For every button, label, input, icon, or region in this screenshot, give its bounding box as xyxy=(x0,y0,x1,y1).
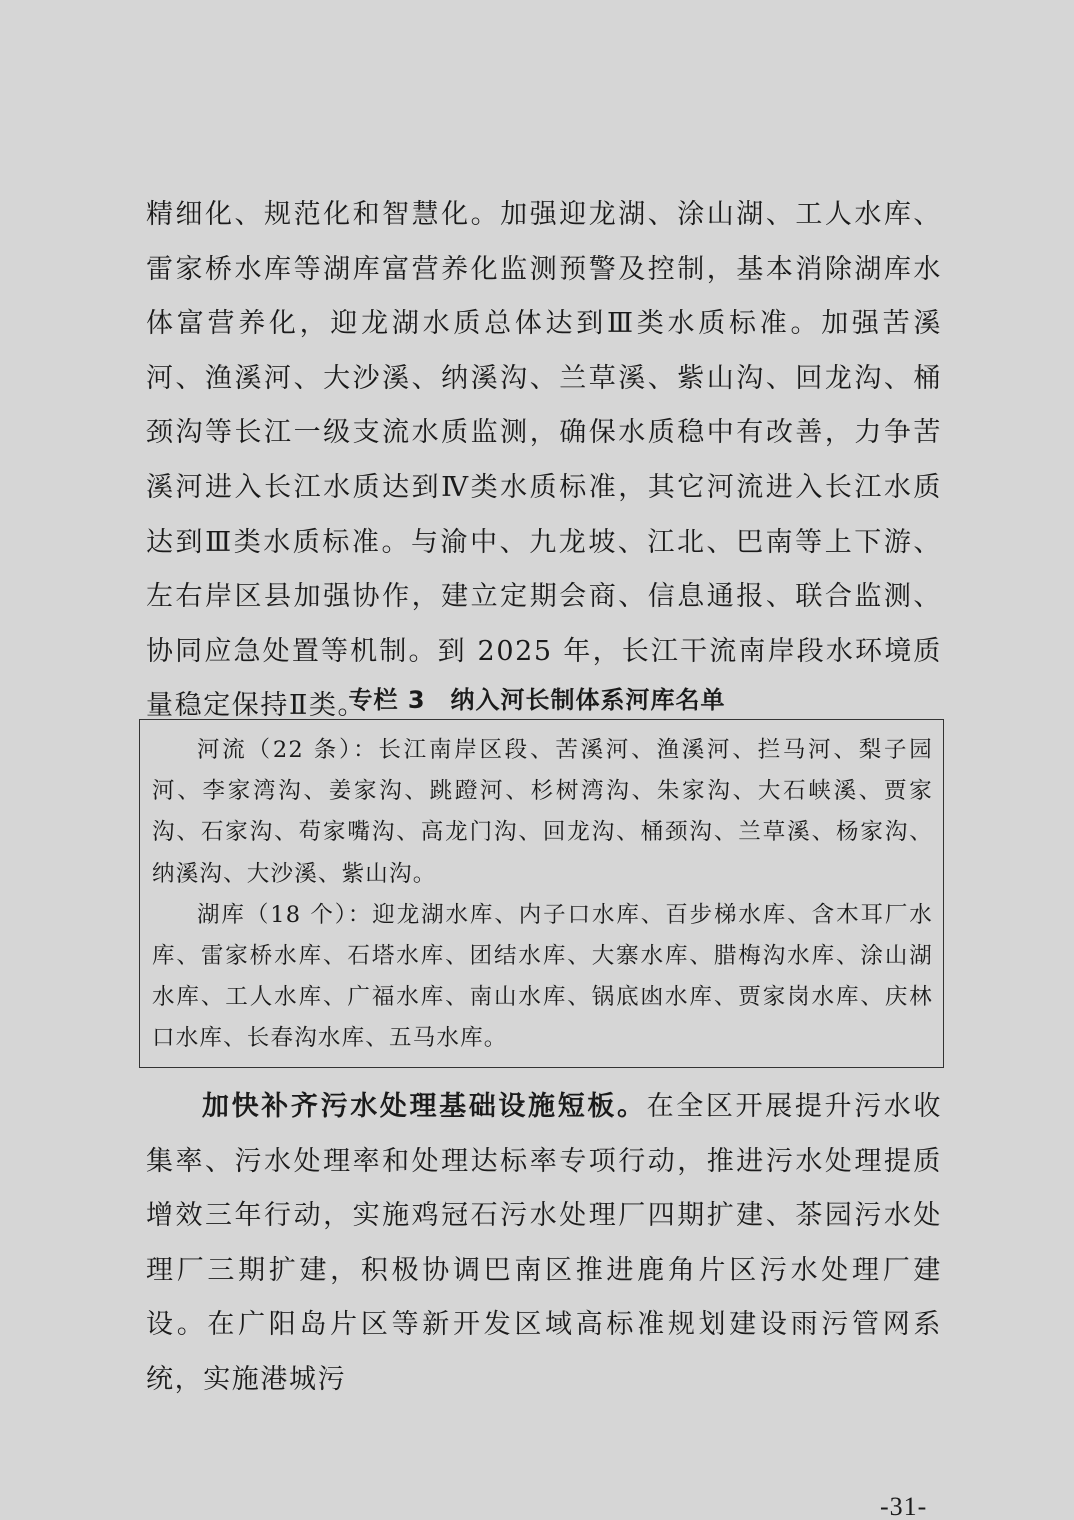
paragraph-lead-heading: 加快补齐污水处理基础设施短板。 xyxy=(202,1091,647,1122)
reservoirs-list: 湖库（18 个）：迎龙湖水库、内子口水库、百步梯水库、含木耳厂水库、雷家桥水库、石塔水库、团结水库、大寨水库、腊梅沟水库、涂山湖水库、工人水库、广福水库、南山水库、锅底凼水库、贾家岗水库、庆林口水库、长春沟水库、五马水库。 xyxy=(152,901,933,1052)
paragraph-body-text: 在全区开展提升污水收集率、污水处理率和处理达标率专项行动，推进污水处理提质增效三年行动，实施鸡冠石污水处理厂四期扩建、茶园污水处理厂三期扩建，积极协调巴南区推进鹿角片区污水处理厂建设。在广阳岛片区等新开发区域高标准规划建设雨污管网系统，实施港城污 xyxy=(146,1091,942,1395)
rivers-list: 河流（22 条）：长江南岸区段、苦溪河、渔溪河、拦马河、梨子园河、李家湾沟、姜家沟、跳蹬河、杉树湾沟、朱家沟、大石峡溪、贾家沟、石家沟、苟家嘴沟、高龙门沟、回龙沟、桶颈沟、兰草溪、杨家沟、纳溪沟、大沙溪、紫山沟。 xyxy=(152,737,933,887)
river-reservoir-list-box xyxy=(139,719,944,1068)
body-paragraph-top: 精细化、规范化和智慧化。加强迎龙湖、涂山湖、工人水库、雷家桥水库等湖库富营养化监测预警及控制，基本消除湖库水体富营养化，迎龙湖水质总体达到Ⅲ类水质标准。加强苦溪河、渔溪河、大沙溪、纳溪沟、兰草溪、紫山沟、回龙沟、桶颈沟等长江一级支流水质监测，确保水质稳中有改善，力争苦溪河进入长江水质达到Ⅳ类水质标准，其它河流进入长江水质达到Ⅲ类水质标准。与渝中、九龙坡、江北、巴南等上下游、左右岸区县加强协作，建立定期会商、信息通报、联合监测、协同应急处置等机制。到 2025 年，长江干流南岸段水环境质量稳定保持Ⅱ类。 xyxy=(146,199,942,722)
box-title: 专栏 3 纳入河长制体系河库名单 xyxy=(348,686,726,714)
body-paragraph-bottom xyxy=(146,1080,942,1408)
page-number: -31- xyxy=(880,1492,928,1520)
